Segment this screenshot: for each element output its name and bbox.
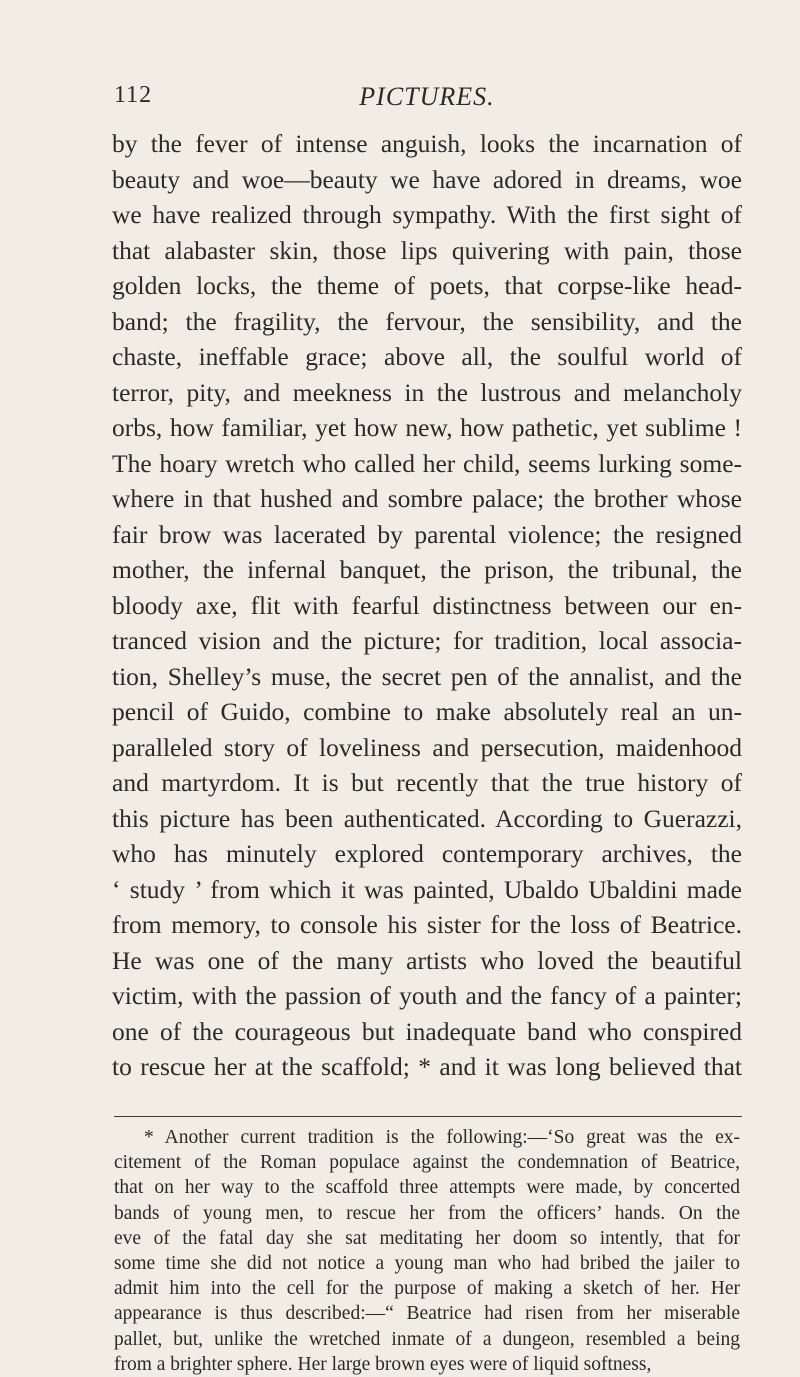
footnote-line: eve of the fatal day she sat meditating her doom so intently, that for	[114, 1227, 740, 1249]
body-line: this picture has been authenticated. According to Guerazzi,	[112, 803, 742, 833]
page-number: 112	[114, 82, 153, 108]
body-line: to rescue her at the scaffold; * and it was long believed that	[112, 1052, 742, 1081]
running-title: PICTURES.	[359, 82, 495, 111]
footnote-line: some time she did not notice a young man who had bribed the jailer to	[114, 1253, 740, 1275]
body-line: that alabaster skin, those lips quivering with pain, those	[112, 235, 742, 265]
body-line: terror, pity, and meekness in the lustrous and melancholy	[112, 377, 742, 407]
body-line: by the fever of intense anguish, looks the incarnation of	[112, 129, 742, 158]
body-line: beauty and woe—beauty we have adored in dreams, woe	[112, 164, 742, 194]
footnote-line: appearance is thus described:—“ Beatrice had risen from her miserable	[114, 1303, 740, 1325]
footnote-line: * Another current tradition is the following:—‘So great was the ex-	[144, 1127, 740, 1148]
body-line: ‘ study ’ from which it was painted, Ubaldo Ubaldini made	[112, 874, 742, 904]
body-line: orbs, how familiar, yet how new, how pathetic, yet sublime !	[112, 413, 742, 442]
footnote-line: citement of the Roman populace against the condemnation of Beatrice,	[114, 1152, 740, 1174]
body-line: one of the courageous but inadequate band who conspired	[112, 1016, 742, 1046]
footnote-divider	[114, 1116, 742, 1117]
body-line: band; the fragility, the fervour, the sensibility, and the	[112, 306, 742, 336]
footnote-line: pallet, but, unlike the wretched inmate of a dungeon, resembled a being	[114, 1328, 740, 1350]
footnote-line: that on her way to the scaffold three attempts were made, by concerted	[114, 1177, 740, 1199]
body-line: fair brow was lacerated by parental violence; the resigned	[112, 519, 742, 549]
body-line: from memory, to console his sister for the loss of Beatrice.	[112, 910, 742, 939]
body-line: tion, Shelley’s muse, the secret pen of the annalist, and the	[112, 661, 742, 691]
body-line: chaste, ineffable grace; above all, the soulful world of	[112, 342, 742, 371]
body-line: who has minutely explored contemporary archives, the	[112, 839, 742, 868]
body-line: golden locks, the theme of poets, that corpse-like head-	[112, 271, 742, 300]
body-line: we have realized through sympathy. With the first sight of	[112, 200, 742, 229]
body-line: tranced vision and the picture; for tradition, local associa-	[112, 626, 742, 655]
body-line: where in that hushed and sombre palace; the brother whose	[112, 484, 742, 513]
body-line: victim, with the passion of youth and the fancy of a painter;	[112, 981, 742, 1010]
body-line: pencil of Guido, combine to make absolutely real an un-	[112, 697, 742, 726]
body-text	[112, 126, 742, 1085]
footnote-line: from a brighter sphere. Her large brown eyes were of liquid softness,	[114, 1353, 652, 1375]
footnote-line: bands of young men, to rescue her from the officers’ hands. On the	[114, 1202, 740, 1224]
footnote-line: admit him into the cell for the purpose of making a sketch of her. Her	[114, 1278, 740, 1300]
footnote	[114, 1125, 740, 1377]
body-line: The hoary wretch who called her child, seems lurking some-	[112, 448, 742, 478]
body-line: paralleled story of loveliness and persecution, maidenhood	[112, 732, 742, 762]
running-head	[114, 82, 740, 114]
body-line: bloody axe, flit with fearful distinctness between our en-	[112, 590, 742, 620]
body-line: and martyrdom. It is but recently that the true history of	[112, 768, 742, 797]
body-line: mother, the infernal banquet, the prison, the tribunal, the	[112, 555, 742, 584]
body-line: He was one of the many artists who loved the beautiful	[112, 945, 742, 975]
